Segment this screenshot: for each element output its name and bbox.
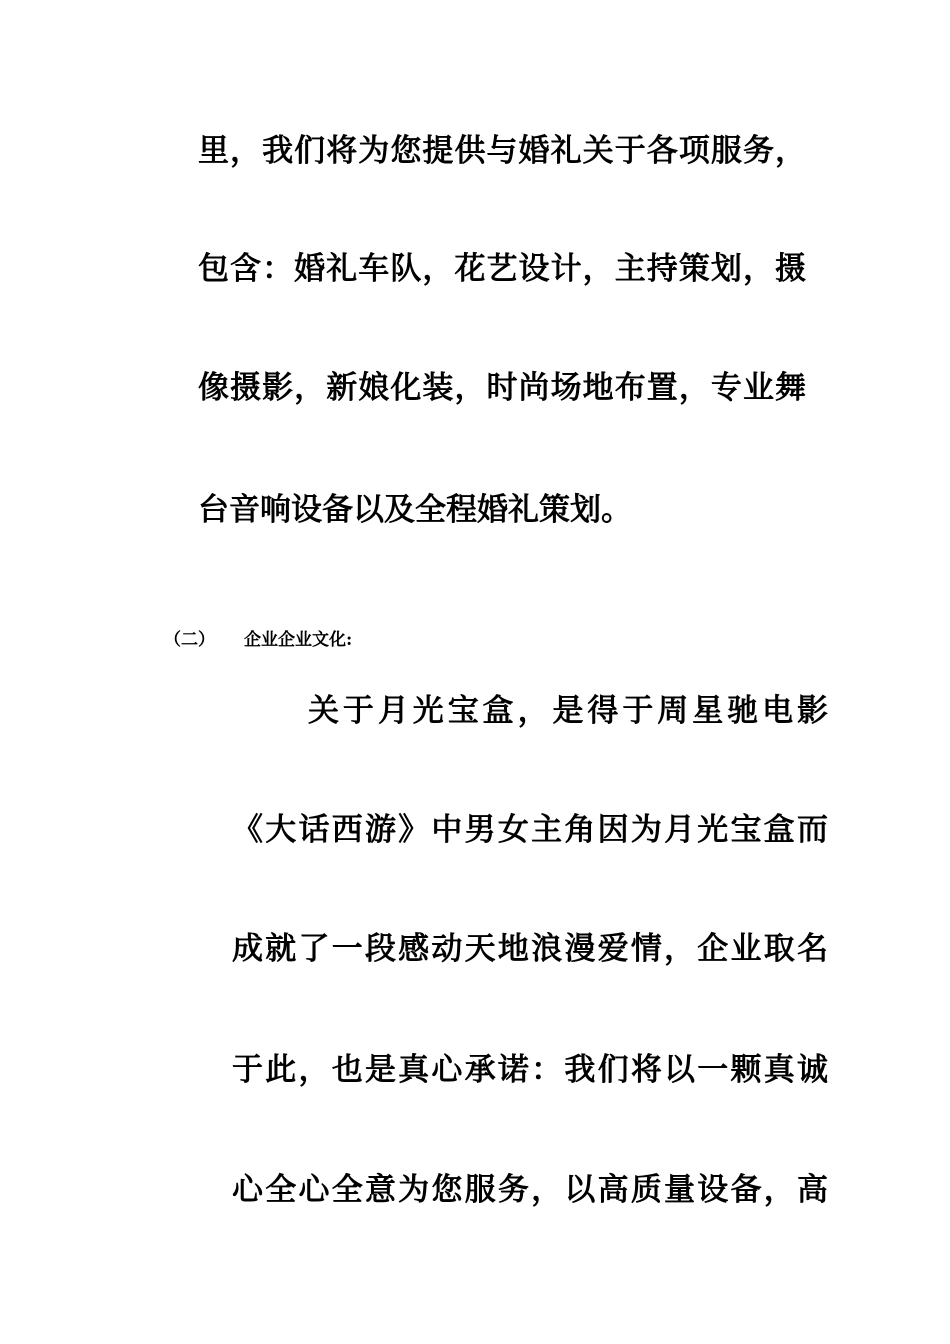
paragraph-line: 成就了一段感动天地浪漫爱情，企业取名 — [232, 931, 828, 967]
paragraph-line: 关于月光宝盒，是得于周星驰电影 — [308, 693, 828, 729]
paragraph-line: 于此，也是真心承诺：我们将以一颗真诚 — [232, 1052, 828, 1088]
paragraph-line: 像摄影，新娘化装，时尚场地布置，专业舞 — [198, 370, 806, 406]
paragraph-line: 台音响设备以及全程婚礼策划。 — [198, 492, 632, 528]
section-number: （二） — [164, 630, 215, 650]
section-title: 企业企业文化: — [244, 630, 353, 650]
paragraph-line: 里，我们将为您提供与婚礼关于各项服务， — [198, 133, 806, 169]
paragraph-line: 《大话西游》中男女主角因为月光宝盒而 — [232, 812, 828, 848]
paragraph-line: 包含：婚礼车队，花艺设计，主持策划，摄 — [198, 251, 806, 287]
paragraph-line: 心全心全意为您服务，以高质量设备，高 — [232, 1172, 828, 1208]
